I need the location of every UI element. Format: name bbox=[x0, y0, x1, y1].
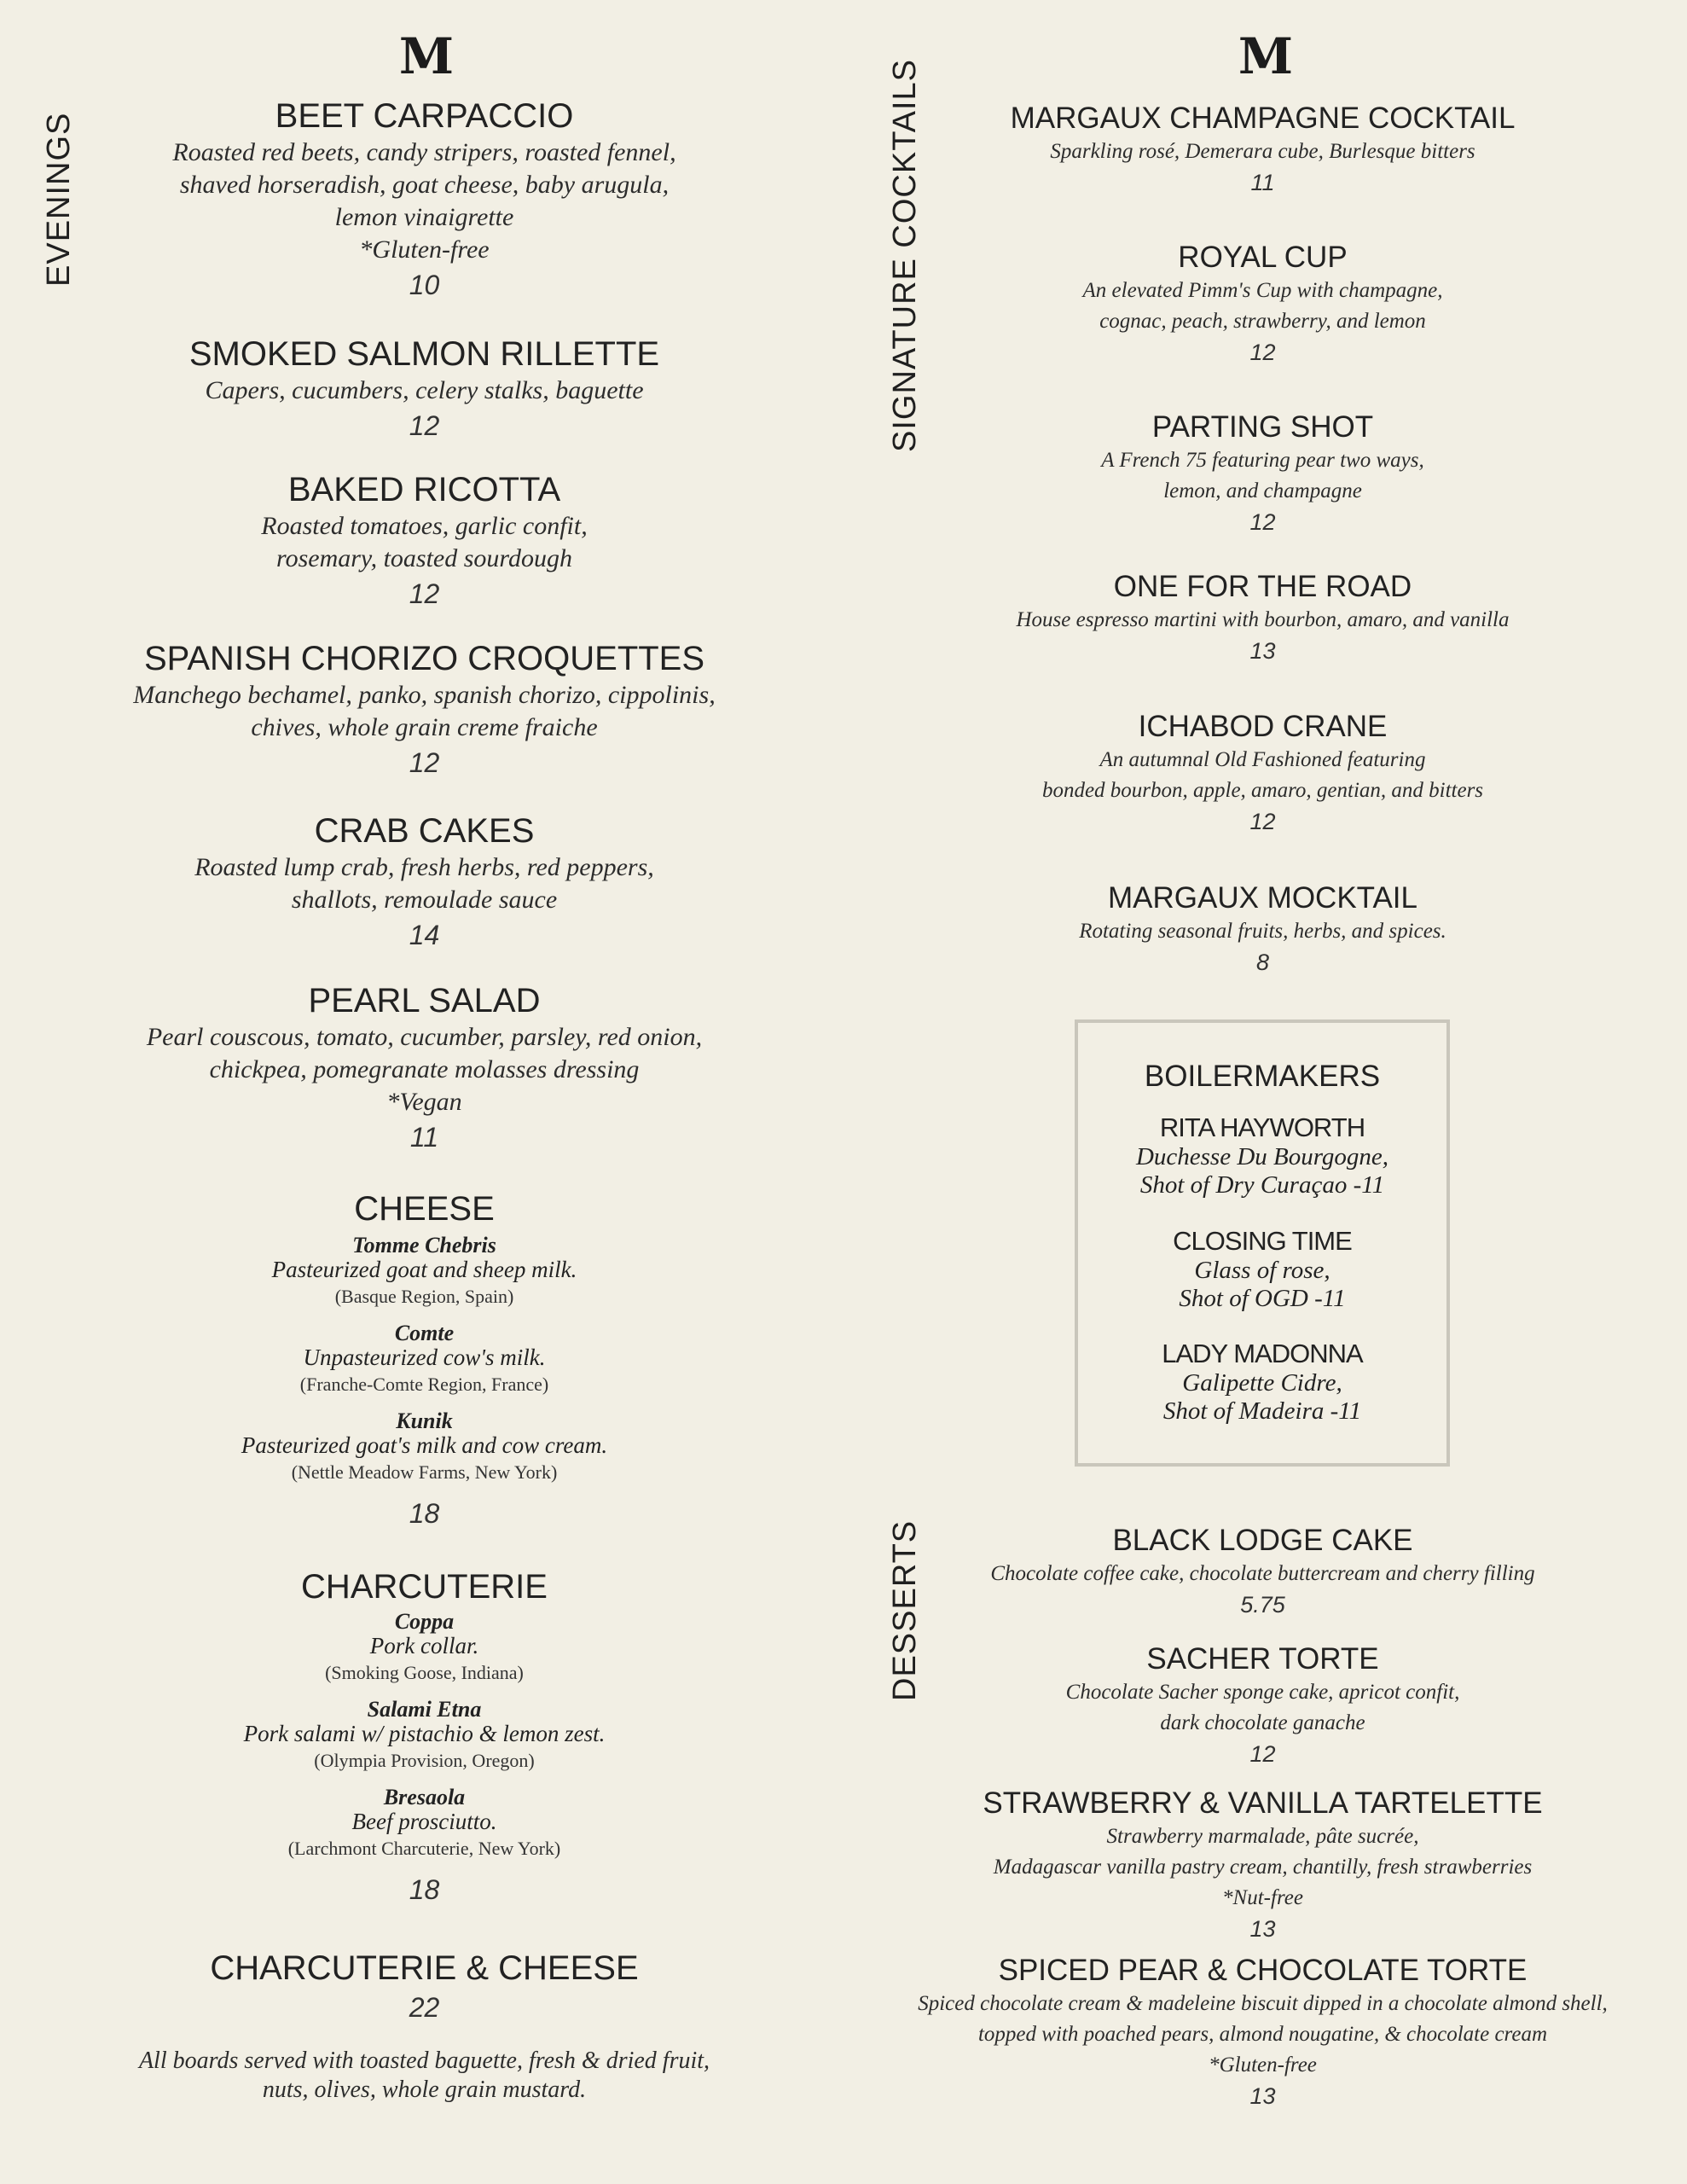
item-price: 11 bbox=[1250, 170, 1275, 195]
item-price: 10 bbox=[409, 270, 440, 300]
cheese-name: Comte bbox=[394, 1321, 455, 1345]
cheese-price: 18 bbox=[409, 1498, 440, 1529]
charcuterie-origin: (Smoking Goose, Indiana) bbox=[325, 1662, 524, 1683]
item-desc-line: Chocolate coffee cake, chocolate buttercream and cherry filling bbox=[990, 1562, 1535, 1585]
item-desc-line: rosemary, toasted sourdough bbox=[276, 544, 572, 572]
item-name: PEARL SALAD bbox=[308, 982, 541, 1019]
cheese-origin: (Franche-Comte Region, France) bbox=[299, 1374, 549, 1395]
item-desc-line: House espresso martini with bourbon, amaro, and vanilla bbox=[1016, 608, 1510, 631]
charcuterie-name: Coppa bbox=[394, 1609, 455, 1634]
charcuterie-origin: (Larchmont Charcuterie, New York) bbox=[287, 1838, 561, 1859]
section-label-evenings: EVENINGS bbox=[41, 112, 77, 287]
boilermaker-desc-line: Shot of Dry Curaçao -11 bbox=[1139, 1171, 1385, 1199]
item-price: 12 bbox=[409, 578, 440, 609]
charcuterie-title: CHARCUTERIE bbox=[301, 1568, 548, 1606]
boilermaker-name: RITA HAYWORTH bbox=[1159, 1112, 1365, 1142]
item-desc-line: dark chocolate ganache bbox=[1160, 1711, 1365, 1734]
item-price: 12 bbox=[1249, 340, 1276, 365]
boilermaker-desc-line: Galipette Cidre, bbox=[1182, 1369, 1342, 1397]
item-name: MARGAUX CHAMPAGNE COCKTAIL bbox=[1010, 102, 1516, 135]
footer-note bbox=[77, 2047, 772, 2105]
dessert-item bbox=[868, 1953, 1657, 2111]
item-name: SMOKED SALMON RILLETTE bbox=[188, 335, 660, 373]
menu-item bbox=[77, 980, 772, 1156]
dessert-item bbox=[868, 1523, 1657, 1620]
item-name: PARTING SHOT bbox=[1151, 410, 1374, 444]
item-price: 8 bbox=[1255, 950, 1270, 975]
charcuterie-name: Bresaola bbox=[383, 1785, 466, 1809]
section-label-desserts: DESSERTS bbox=[887, 1519, 923, 1701]
menu-item bbox=[77, 638, 772, 781]
cocktail-item bbox=[868, 880, 1657, 978]
item-desc-line: Madagascar vanilla pastry cream, chantilly, fresh strawberries bbox=[993, 1856, 1533, 1879]
item-desc-line: *Nut-free bbox=[1222, 1886, 1303, 1909]
cocktail-item bbox=[868, 101, 1657, 198]
item-name: BLACK LODGE CAKE bbox=[1112, 1524, 1413, 1557]
charcuterie-desc: Pork collar. bbox=[369, 1633, 479, 1658]
item-name: ONE FOR THE ROAD bbox=[1113, 570, 1412, 603]
boilermaker-name: LADY MADONNA bbox=[1162, 1339, 1363, 1368]
charcuterie-section bbox=[77, 1566, 772, 1908]
boilermaker-desc-line: Duchesse Du Bourgogne, bbox=[1135, 1143, 1389, 1170]
item-desc-line: chickpea, pomegranate molasses dressing bbox=[209, 1055, 640, 1083]
charcuterie-origin: (Olympia Provision, Oregon) bbox=[314, 1750, 535, 1771]
charcuterie-price: 18 bbox=[409, 1874, 440, 1905]
item-desc-line: Manchego bechamel, panko, spanish chorizo, cippolinis, bbox=[133, 681, 716, 709]
cocktail-item bbox=[868, 569, 1657, 666]
boilermaker-item bbox=[1078, 1339, 1446, 1426]
item-desc-line: Roasted lump crab, fresh herbs, red peppers, bbox=[194, 853, 654, 881]
item-name: STRAWBERRY & VANILLA TARTELETTE bbox=[983, 1786, 1543, 1820]
section-label-signature-cocktails: SIGNATURE COCKTAILS bbox=[887, 59, 923, 452]
boilermaker-desc-line: Shot of OGD -11 bbox=[1179, 1285, 1346, 1312]
cocktail-item bbox=[868, 709, 1657, 837]
menu-item bbox=[77, 810, 772, 954]
item-name: BEET CARPACCIO bbox=[275, 97, 574, 135]
item-price: 13 bbox=[1249, 2083, 1276, 2109]
cheese-desc: Unpasteurized cow's milk. bbox=[303, 1345, 546, 1370]
logo-right: M bbox=[1238, 27, 1289, 85]
cheese-name: Kunik bbox=[396, 1409, 453, 1433]
item-name: CRAB CAKES bbox=[314, 812, 535, 850]
item-name: SPANISH CHORIZO CROQUETTES bbox=[143, 640, 705, 677]
item-desc-line: Strawberry marmalade, pâte sucrée, bbox=[1106, 1825, 1419, 1848]
item-price: 12 bbox=[1249, 1741, 1276, 1767]
item-desc-line: An elevated Pimm's Cup with champagne, bbox=[1082, 279, 1443, 302]
charcuterie-name: Salami Etna bbox=[367, 1697, 482, 1722]
item-name: MARGAUX MOCKTAIL bbox=[1107, 881, 1417, 915]
item-desc-line: Pearl couscous, tomato, cucumber, parsley, red onion, bbox=[146, 1023, 703, 1051]
item-desc-line: Roasted red beets, candy stripers, roasted fennel, bbox=[172, 138, 676, 166]
cheese-title: CHEESE bbox=[354, 1190, 495, 1228]
charcuterie-desc: Beef prosciutto. bbox=[351, 1809, 497, 1834]
cheese-origin: (Basque Region, Spain) bbox=[334, 1286, 514, 1307]
boilermakers-box bbox=[1075, 1019, 1450, 1467]
item-name: ICHABOD CRANE bbox=[1138, 710, 1388, 743]
item-price: 13 bbox=[1249, 1916, 1276, 1942]
item-price: 5.75 bbox=[1240, 1592, 1285, 1618]
boilermaker-item bbox=[1078, 1112, 1446, 1199]
item-price: 12 bbox=[409, 410, 440, 441]
item-desc-line: An autumnal Old Fashioned featuring bbox=[1099, 748, 1426, 771]
boilermaker-item bbox=[1078, 1226, 1446, 1313]
boilermaker-desc-line: Glass of rose, bbox=[1194, 1257, 1330, 1284]
item-price: 12 bbox=[1249, 809, 1276, 834]
cheese-desc: Pasteurized goat and sheep milk. bbox=[271, 1257, 577, 1282]
item-desc-line: lemon vinaigrette bbox=[334, 203, 514, 231]
item-price: 14 bbox=[409, 920, 440, 950]
combo-item bbox=[77, 1948, 772, 2026]
footer-note-line: All boards served with toasted baguette, fresh & dried fruit, bbox=[138, 2048, 710, 2074]
item-name: BAKED RICOTTA bbox=[287, 471, 561, 508]
item-desc-line: lemon, and champagne bbox=[1163, 479, 1362, 502]
item-price: 11 bbox=[409, 1122, 439, 1153]
item-desc-line: cognac, peach, strawberry, and lemon bbox=[1099, 310, 1426, 333]
item-desc-line: topped with poached pears, almond nougatine, & chocolate cream bbox=[977, 2023, 1548, 2046]
item-desc-line: Roasted tomatoes, garlic confit, bbox=[261, 512, 588, 540]
item-desc-line: Chocolate Sacher sponge cake, apricot confit, bbox=[1065, 1681, 1460, 1704]
footer-note-line: nuts, olives, whole grain mustard. bbox=[262, 2077, 587, 2103]
item-desc-line: *Vegan bbox=[386, 1088, 462, 1116]
item-desc-line: Capers, cucumbers, celery stalks, baguette bbox=[205, 376, 644, 404]
cheese-name: Tomme Chebris bbox=[352, 1233, 496, 1258]
dessert-item bbox=[868, 1786, 1657, 1944]
item-name: SPICED PEAR & CHOCOLATE TORTE bbox=[998, 1954, 1528, 1987]
menu-item bbox=[77, 469, 772, 613]
item-desc-line: bonded bourbon, apple, amaro, gentian, and bitters bbox=[1041, 779, 1484, 802]
cheese-desc: Pasteurized goat's milk and cow cream. bbox=[241, 1432, 608, 1458]
menu-item bbox=[77, 334, 772, 444]
cheese-origin: (Nettle Meadow Farms, New York) bbox=[291, 1461, 558, 1483]
item-price: 13 bbox=[1249, 638, 1276, 664]
item-desc-line: Rotating seasonal fruits, herbs, and spices. bbox=[1079, 920, 1446, 943]
dessert-item bbox=[868, 1641, 1657, 1769]
boilermaker-desc-line: Shot of Madeira -11 bbox=[1162, 1397, 1362, 1425]
item-desc-line: A French 75 featuring pear two ways, bbox=[1101, 449, 1424, 472]
item-name: SACHER TORTE bbox=[1146, 1642, 1379, 1676]
item-desc-line: shaved horseradish, goat cheese, baby arugula, bbox=[179, 171, 670, 199]
combo-name: CHARCUTERIE & CHEESE bbox=[210, 1949, 639, 1987]
menu-item bbox=[77, 96, 772, 304]
item-desc-line: *Gluten-free bbox=[1209, 2053, 1317, 2077]
charcuterie-desc: Pork salami w/ pistachio & lemon zest. bbox=[243, 1721, 606, 1746]
item-desc-line: *Gluten-free bbox=[359, 235, 490, 264]
cocktail-item bbox=[868, 240, 1657, 368]
cocktail-item bbox=[868, 410, 1657, 537]
item-name: ROYAL CUP bbox=[1178, 241, 1348, 274]
item-price: 12 bbox=[409, 747, 440, 778]
boilermaker-name: CLOSING TIME bbox=[1173, 1226, 1352, 1256]
cheese-section bbox=[77, 1188, 772, 1532]
combo-price: 22 bbox=[409, 1992, 440, 2023]
item-desc-line: chives, whole grain creme fraiche bbox=[251, 713, 598, 741]
item-desc-line: Sparkling rosé, Demerara cube, Burlesque bitters bbox=[1050, 140, 1475, 163]
item-desc-line: shallots, remoulade sauce bbox=[291, 886, 558, 914]
item-desc-line: Spiced chocolate cream & madeleine biscuit dipped in a chocolate almond shell, bbox=[918, 1992, 1608, 2015]
item-price: 12 bbox=[1249, 509, 1276, 535]
boilermakers-title: BOILERMAKERS bbox=[1144, 1060, 1381, 1093]
logo-left: M bbox=[398, 27, 449, 85]
